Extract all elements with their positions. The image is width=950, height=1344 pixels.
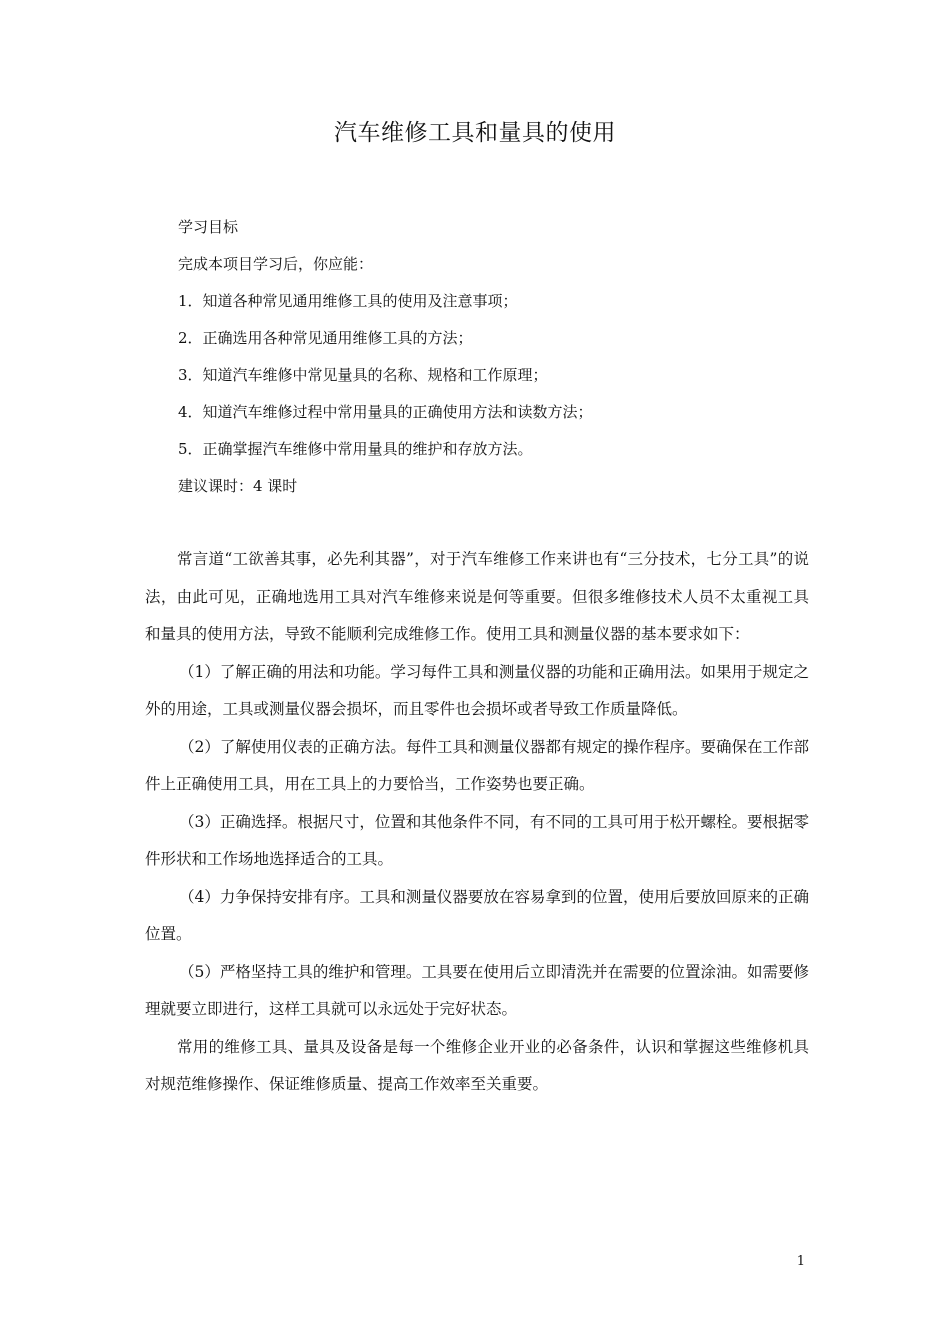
- objectives-intro: 完成本项目学习后，你应能：: [178, 255, 374, 273]
- objective-item-5: 5．正确掌握汽车维修中常用量具的维护和存放方法。: [178, 440, 533, 458]
- requirement-paragraph-4: （4）力争保持安排有序。工具和测量仪器要放在容易拿到的位置，使用后要放回原来的正确位置。: [145, 887, 809, 943]
- document-title: 汽车维修工具和量具的使用: [334, 120, 616, 146]
- objective-item-1: 1．知道各种常见通用维修工具的使用及注意事项；: [178, 292, 518, 310]
- objective-item-4: 4．知道汽车维修过程中常用量具的正确使用方法和读数方法；: [178, 403, 593, 421]
- learning-objectives-section: [178, 209, 818, 505]
- page-number: 1: [796, 1254, 805, 1269]
- requirement-paragraph-3: （3）正确选择。根据尺寸，位置和其他条件不同，有不同的工具可用于松开螺栓。要根据零件形状和工作场地选择适合的工具。: [145, 812, 809, 868]
- suggested-hours: 建议课时：4 课时: [178, 477, 298, 495]
- objective-item-3: 3．知道汽车维修中常见量具的名称、规格和工作原理；: [178, 366, 548, 384]
- intro-paragraph: 常言道“工欲善其事，必先利其器”，对于汽车维修工作来讲也有“三分技术，七分工具”的说法，由此可见，正确地选用工具对汽车维修来说是何等重要。但很多维修技术人员不太重视工具和量具的使用方法，导致不能顺利完成维修工作。使用工具和测量仪器的基本要求如下：: [145, 550, 809, 643]
- objectives-heading: 学习目标: [178, 218, 239, 236]
- closing-paragraph: 常用的维修工具、量具及设备是每一个维修企业开业的必备条件，认识和掌握这些维修机具对规范维修操作、保证维修质量、提高工作效率至关重要。: [145, 1037, 809, 1093]
- requirement-paragraph-1: （1）了解正确的用法和功能。学习每件工具和测量仪器的功能和正确用法。如果用于规定之外的用途，工具或测量仪器会损坏，而且零件也会损坏或者导致工作质量降低。: [145, 662, 809, 718]
- objective-item-2: 2．正确选用各种常见通用维修工具的方法；: [178, 329, 473, 347]
- requirement-paragraph-2: （2）了解使用仪表的正确方法。每件工具和测量仪器都有规定的操作程序。要确保在工作部件上正确使用工具，用在工具上的力要恰当，工作姿势也要正确。: [145, 737, 809, 793]
- body-text: [145, 541, 809, 1104]
- requirement-paragraph-5: （5）严格坚持工具的维护和管理。工具要在使用后立即清洗并在需要的位置涂油。如需要修理就要立即进行，这样工具就可以永远处于完好状态。: [145, 962, 809, 1018]
